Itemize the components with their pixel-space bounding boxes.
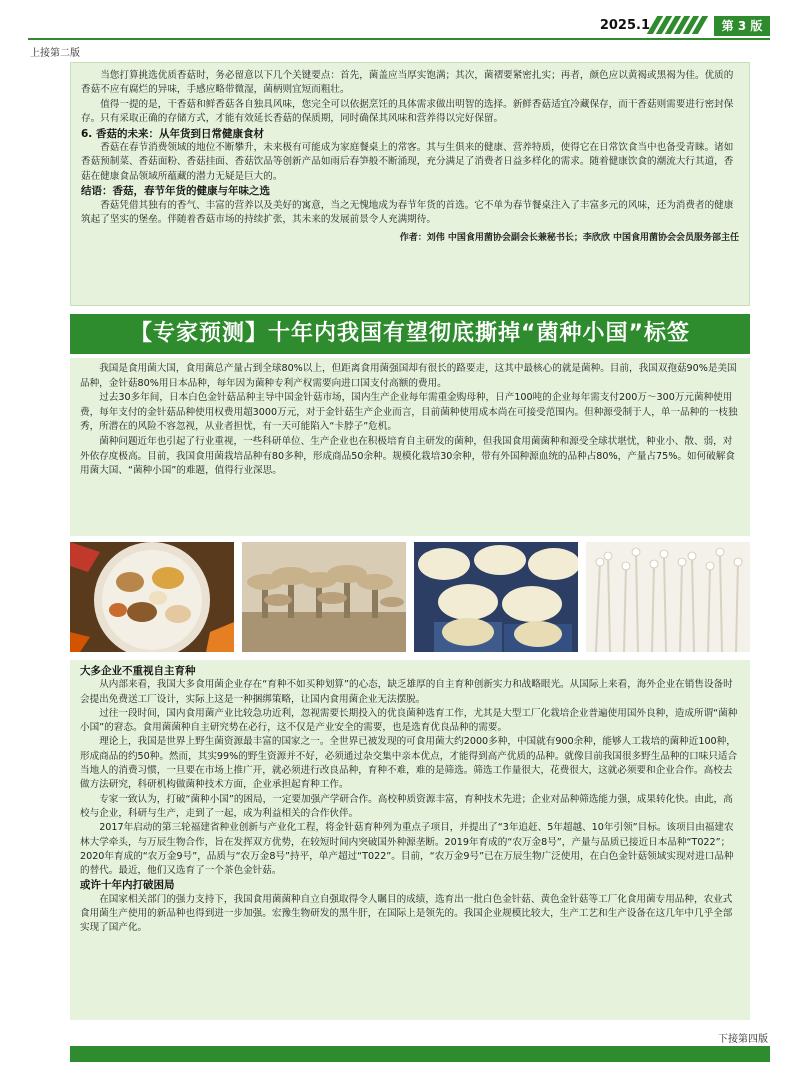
edition-badge: 第 3 版 bbox=[714, 16, 770, 36]
section-heading: 大多企业不重视自主育种 bbox=[80, 665, 196, 677]
section-heading: 6. 香菇的未来：从年货到日常健康食材 bbox=[81, 127, 264, 140]
paragraph: 我国是食用菌大国，食用菌总产量占到全球80%以上，但距离食用菌强国却有很长的路要走，这其中最核心的就是菌种。目前，我国双孢菇90%是美国品种，金针菇80%用日本品种，每年因为菌种专利产权需要向进口国支付高额的费用。 bbox=[80, 363, 737, 389]
footer-bar bbox=[70, 1046, 770, 1062]
header-rule bbox=[28, 38, 770, 40]
paragraph: 菌种问题近年也引起了行业重视，一些科研单位、生产企业也在积极培育自主研发的菌种，但我国食用菌菌种和源受全球状堪忧，种业小、散、弱，对外依存度极高。目前，我国食用菌栽培品种有80多种，形成商品50余种。规模化栽培30余种，带有外国种源血统的品种占80%，产量占75%。如何破解食用菌大国、“菌种小国”的难题，值得行业深思。 bbox=[80, 435, 735, 477]
photo-strip bbox=[70, 542, 750, 652]
continue-to-label: 下接第四版 bbox=[718, 1034, 768, 1045]
paragraph: 过往一段时间，国内食用菌产业比较急功近利，忽视需要长期投入的优良菌种选育工作，尤其是大型工厂化栽培企业普遍使用国外良种，造成所谓“菌种小国”的窘态。食用菌菌种自主研究势在必行，这不仅是产业安全的需要，也是选育优良品种的需要。 bbox=[80, 707, 738, 734]
page-header bbox=[0, 12, 800, 42]
continue-from-label: 上接第二版 bbox=[30, 48, 80, 59]
paragraph: 2017年启动的第三轮福建省种业创新与产业化工程，将金针菇育种列为重点子项目，并提出了“3年追赶、5年超越、10年引领”目标。该项目由福建农林大学牵头，与万辰生物合作，旨在发挥双方优势，在较短时间内突破国外种源垄断。2019年育成的“农万金8号”，产量与品质已接近日本品种“T022”；2020年育成的“农万金9号”，品质与“农万金8号”持平，单产超过“T022”。目前，“农万金9号”已在万辰生物广泛使用，在白色金针菇领域实现对进口品种的替代。最近，他们又选育了一个茶色金针菇。 bbox=[80, 822, 734, 877]
issue-date: 2025.1 bbox=[599, 18, 650, 33]
paragraph: 值得一提的是，干香菇和鲜香菇各自独具风味，您完全可以依据烹饪的具体需求做出明智的选择。新鲜香菇适宜冷藏保存，而干香菇则需要进行密封保存。只有采取正确的存储方式，才能有效延长香菇的保质期，同时确保其风味和营养得以完好保留。 bbox=[81, 98, 734, 125]
paragraph: 香菇在春节消费领域的地位不断攀升，未来极有可能成为家庭餐桌上的常客。其与生俱来的健康、营养特质，使得它在日常饮食当中也备受青睐。诸如香菇预制菜、香菇面粉、香菇挂面、香菇饮品等创新产品如雨后春笋般不断涌现，充分满足了消费者日益多样化的需求。随着健康饮食的潮流大行其道，香菇在健康食品领域所蕴藏的潜力无疑是巨大的。 bbox=[81, 142, 734, 182]
paragraph: 专家一致认为，打破“菌种小国”的困局，一定要加强产学研合作。高校种质资源丰富，育种技术先进；企业对品种筛选能力强，成果转化快。由此，高校与企业，科研与生产，走到了一起，成为利益相关的合作伙伴。 bbox=[80, 793, 733, 819]
paragraph: 在国家相关部门的强力支持下，我国食用菌菌种自立自强取得令人瞩目的成绩，选育出一批白色金针菇、黄色金针菇等工厂化食用菌专用品种，农业式食用菌生产使用的新品种也得到进一步加强。宏豫生物研发的黑牛肝，在国际上是领先的。我国企业规模比较大，生产工艺和生产设备在这几年中几乎全部实现了国产化。 bbox=[80, 893, 733, 934]
article-body bbox=[70, 660, 750, 1020]
article-intro bbox=[70, 358, 750, 536]
paragraph: 当您打算挑选优质香菇时，务必留意以下几个关键要点：首先，菌盖应当厚实饱满；其次，菌褶要紧密扎实；再者，颜色应以黄褐或黑褐为佳。优质的香菇不应有腐烂的异味，手感应略带微湿，菌柄则宜短而粗壮。 bbox=[81, 70, 734, 96]
mushroom-farm-photo bbox=[242, 542, 406, 652]
header-stripes bbox=[652, 16, 712, 34]
author-line: 作者：刘伟 中国食用菌协会副会长兼秘书长；李欣欣 中国食用菌协会会员服务部主任 bbox=[399, 233, 739, 244]
enoki-growth-photo bbox=[586, 542, 750, 652]
paragraph: 香菇凭借其独有的香气、丰富的营养以及美好的寓意，当之无愧地成为春节年货的首选。它不单为春节餐桌注入了丰富多元的风味，还为消费者的健康筑起了坚实的堡垒。伴随着香菇市场的持续扩张，其未来的发展前景令人充满期待。 bbox=[81, 199, 734, 226]
mushroom-platter-photo bbox=[70, 542, 234, 652]
paragraph: 从内部来看，我国大多食用菌企业存在“育种不如买种划算”的心态，缺乏雄厚的自主育种创新实力和战略眼光。从国际上来看，海外企业在销售设备时会提出免费送工厂设计，实际上这是一种捆绑策略，让国内食用菌企业无法摆脱。 bbox=[80, 679, 733, 705]
enoki-bottles-photo bbox=[414, 542, 578, 652]
article-continuation bbox=[70, 62, 750, 306]
section-heading: 或许十年内打破困局 bbox=[80, 879, 175, 892]
article-title-banner: 【专家预测】十年内我国有望彻底撕掉“菌种小国”标签 bbox=[70, 314, 750, 354]
section-heading: 结语：香菇，春节年货的健康与年味之选 bbox=[81, 185, 270, 198]
paragraph: 过去30多年间，日本白色金针菇品种主导中国金针菇市场，国内生产企业每年需重金购母种，日产100吨的企业每年需支付200万～300万元菌种使用费，每年支付的金针菇品种使用权费用超3000万元，对于金针菇生产企业而言，目前菌种使用成本尚在可接受范围内。但种源受制于人，单一品种的一枝独秀，所潜在的风险不容忽视，从业者担忧，有一天可能陷入“卡脖子”危机。 bbox=[80, 392, 738, 433]
paragraph: 理论上，我国是世界上野生菌资源最丰富的国家之一。全世界已被发现的可食用菌大约2000多种，中国就有900余种，能够人工栽培的菌种近100种，形成商品的约50种。然而，其实99%的野生资源并不好，必须通过杂交集中亲本优点，才能得到高产优质的品种。就像目前我国很多野生品种的口味只适合当地人的消费习惯，一旦要在市场上推广开，就必须进行改良品种，育种不难，难的是筛选。筛选工作量很大，花费很大，这就必须要和企业合作。高校去做方法研究，科研机构做菌种技术方面，企业承担起育种工作。 bbox=[80, 736, 738, 791]
